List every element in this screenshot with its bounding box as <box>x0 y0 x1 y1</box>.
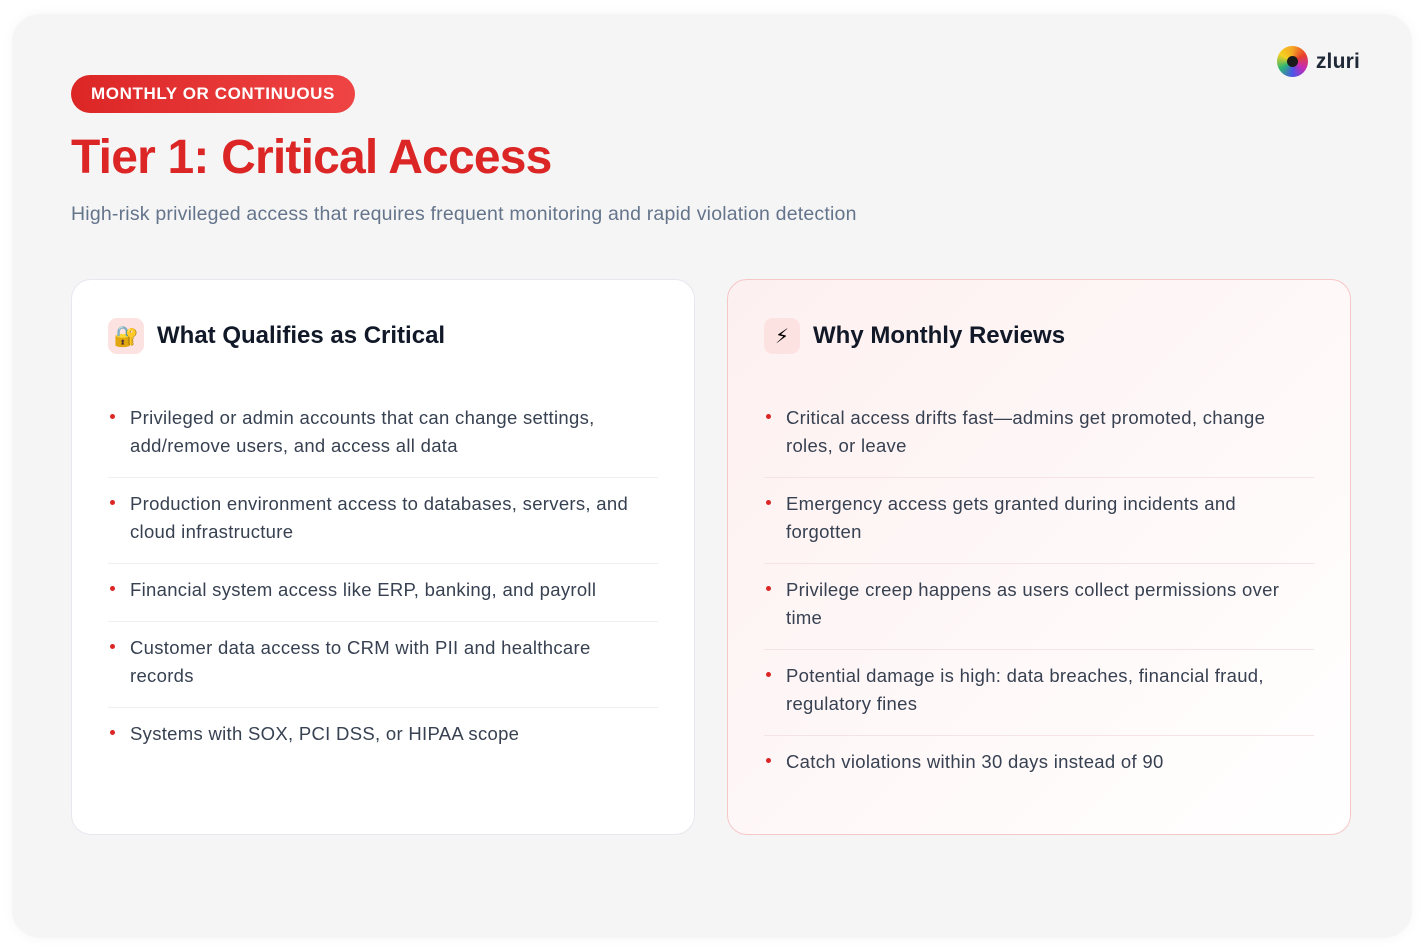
bullet-icon <box>108 634 130 649</box>
zluri-logo-icon <box>1277 46 1308 77</box>
bullet-icon <box>108 490 130 505</box>
bullet-icon <box>764 490 786 505</box>
list-item-text: Production environment access to databases, servers, and cloud infrastructure <box>130 493 629 542</box>
critical-qualifications-card <box>71 279 695 835</box>
list-item-text: Customer data access to CRM with PII and healthcare records <box>130 637 591 686</box>
reasons-list <box>764 392 1314 793</box>
list-item-text: Critical access drifts fast—admins get promoted, change roles, or leave <box>786 407 1266 456</box>
list-item <box>108 392 658 478</box>
card-header <box>764 318 1314 354</box>
bullet-icon <box>764 662 786 677</box>
list-item <box>108 622 658 708</box>
list-item-text: Privileged or admin accounts that can change settings, add/remove users, and access all data <box>130 407 595 456</box>
monthly-reviews-card <box>727 279 1351 835</box>
page-title: Tier 1: Critical Access <box>71 131 552 184</box>
bullet-icon <box>108 576 130 591</box>
list-item <box>108 478 658 564</box>
bullet-icon <box>108 404 130 419</box>
list-item-text: Financial system access like ERP, banking, and payroll <box>130 579 597 600</box>
list-item <box>764 392 1314 478</box>
lock-with-key-icon: 🔐 <box>108 318 144 354</box>
frequency-badge: MONTHLY OR CONTINUOUS <box>71 75 355 113</box>
list-item <box>764 736 1314 793</box>
bullet-icon <box>764 404 786 419</box>
page-subtitle: High-risk privileged access that requires frequent monitoring and rapid violation detection <box>71 203 857 225</box>
brand <box>1277 46 1360 77</box>
lightning-icon: ⚡ <box>764 318 800 354</box>
list-item-text: Systems with SOX, PCI DSS, or HIPAA scope <box>130 723 520 744</box>
list-item-text: Emergency access gets granted during incidents and forgotten <box>786 493 1237 542</box>
list-item-text: Potential damage is high: data breaches, financial fraud, regulatory fines <box>786 665 1264 714</box>
bullet-icon <box>764 748 786 763</box>
bullet-icon <box>108 720 130 735</box>
card-header <box>108 318 658 354</box>
list-item <box>764 478 1314 564</box>
qualification-list <box>108 392 658 765</box>
card-title: What Qualifies as Critical <box>157 322 446 349</box>
slide-frame <box>12 14 1412 938</box>
brand-name: zluri <box>1315 49 1360 73</box>
card-title: Why Monthly Reviews <box>813 322 1066 349</box>
list-item <box>764 650 1314 736</box>
list-item-text: Privilege creep happens as users collect permissions over time <box>786 579 1280 628</box>
list-item <box>764 564 1314 650</box>
list-item <box>108 708 658 765</box>
bullet-icon <box>764 576 786 591</box>
list-item <box>108 564 658 622</box>
list-item-text: Catch violations within 30 days instead of 90 <box>786 751 1164 772</box>
